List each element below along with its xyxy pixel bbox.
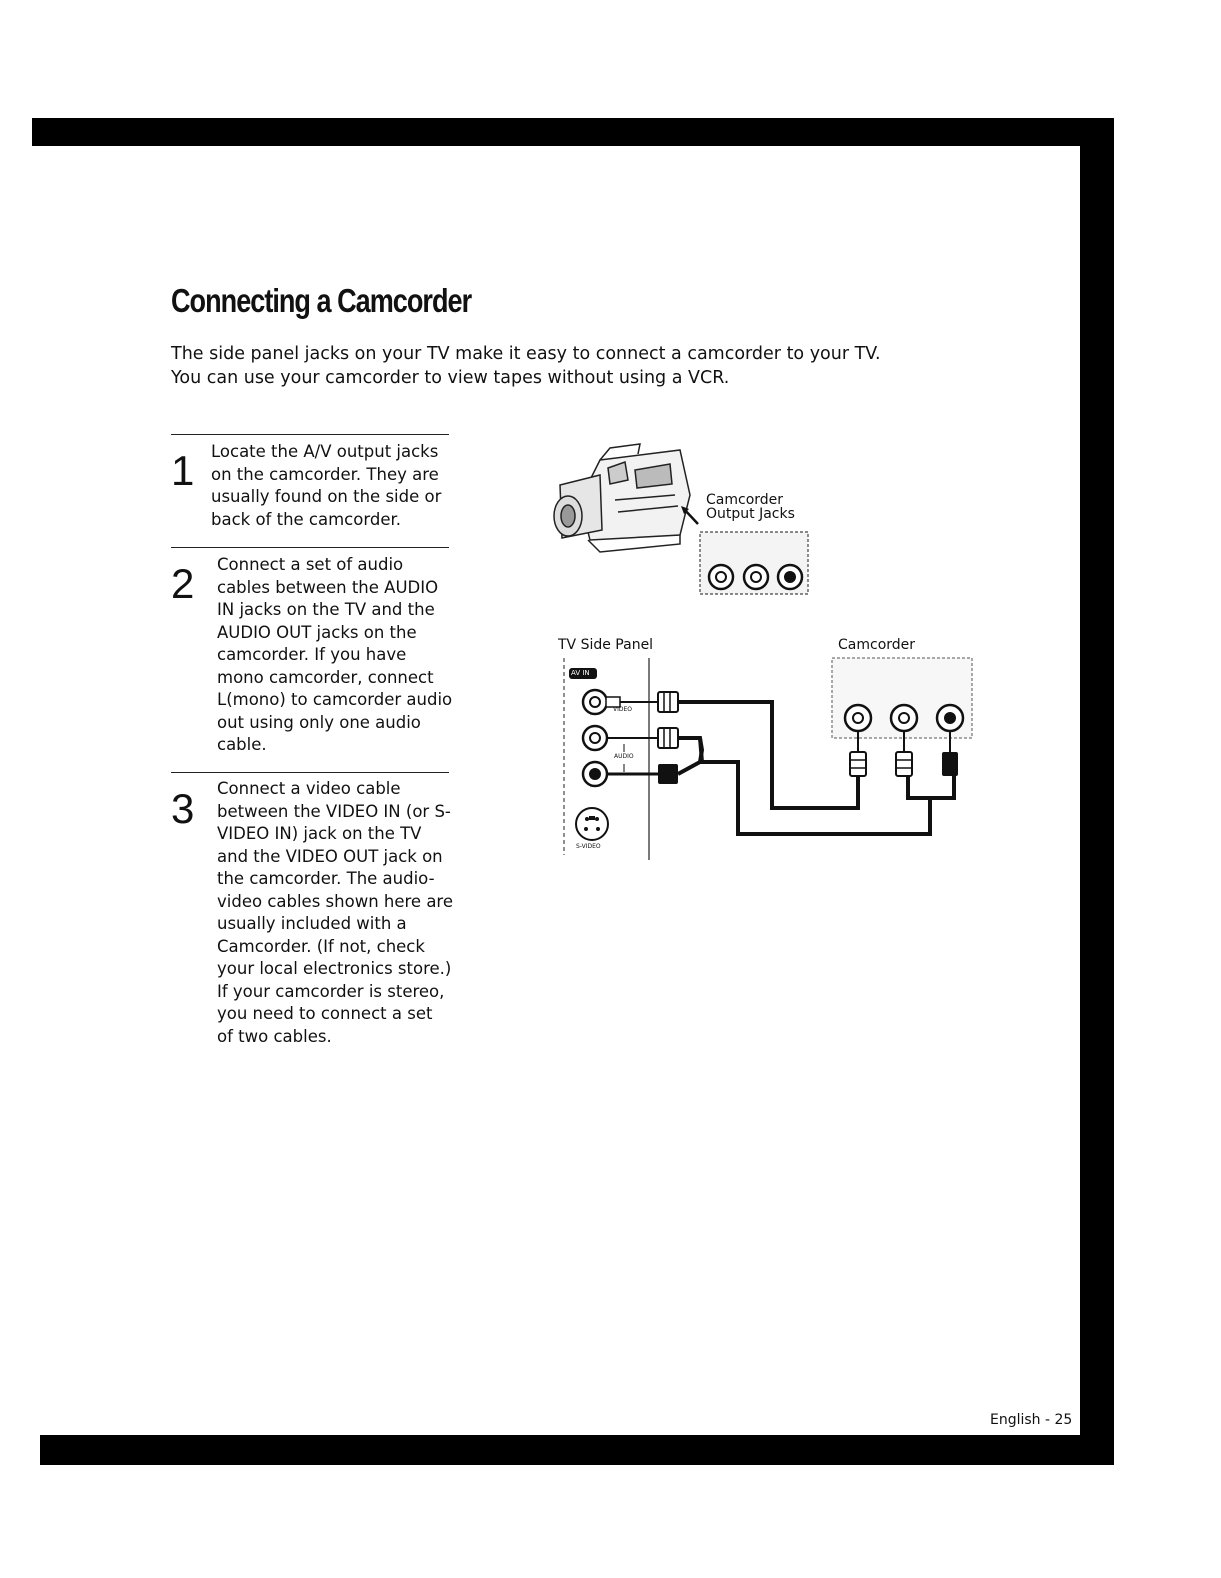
tv-side-panel-drawing [564, 658, 649, 860]
connection-diagram [540, 440, 980, 870]
tv-side-panel-label: TV Side Panel [558, 637, 654, 653]
page-title: Connecting a Camcorder [171, 282, 472, 319]
step-number: 1 [171, 447, 195, 494]
step-text: Connect a video cable between the VIDEO IN (or S-VIDEO IN) jack on the TV and the VIDEO OUT jack on the camcorder. The audio-video cables shown here are usually included with a Camcorder. (If not, check your local electronics store.) If your camcorder is stereo, you need to connect a set of two cables. [217, 779, 454, 1046]
step-number: 3 [171, 785, 195, 832]
camcorder-jack-panel [832, 658, 972, 776]
bottom-border-bar [40, 1435, 1114, 1465]
camcorder-label: Camcorder [838, 637, 916, 653]
camcorder-output-label-2: Output Jacks [706, 506, 795, 522]
step-text: Locate the A/V output jacks on the camcorder. They are usually found on the side or back of the camcorder. [211, 442, 442, 529]
step-number: 2 [171, 560, 195, 607]
step-divider [171, 434, 449, 435]
intro-line: You can use your camcorder to view tapes without using a VCR. [171, 368, 730, 388]
top-border-bar [32, 118, 1082, 146]
camcorder-drawing [554, 444, 690, 552]
page-number: English - 25 [990, 1412, 1073, 1428]
audio-jack-label: AUDIO [614, 753, 634, 760]
step-divider [171, 772, 449, 773]
camcorder-output-jacks-inset [700, 532, 808, 594]
right-border-bar [1080, 118, 1114, 1458]
video-jack-label: VIDEO [613, 706, 633, 713]
camcorder-output-label-1: Camcorder [706, 492, 784, 508]
intro-line: The side panel jacks on your TV make it easy to connect a camcorder to your TV. [171, 344, 881, 364]
step-text: Connect a set of audio cables between the AUDIO IN jacks on the TV and the AUDIO OUT jacks on the camcorder. If you have mono camcorder, connect L(mono) to camcorder audio out using only one audio cable. [217, 555, 453, 754]
intro-paragraph [171, 342, 881, 390]
svideo-jack-label: S-VIDEO [576, 843, 601, 850]
footer-tab-mark [1084, 1419, 1110, 1423]
av-in-badge: AV IN [571, 669, 590, 677]
step-divider [171, 547, 449, 548]
